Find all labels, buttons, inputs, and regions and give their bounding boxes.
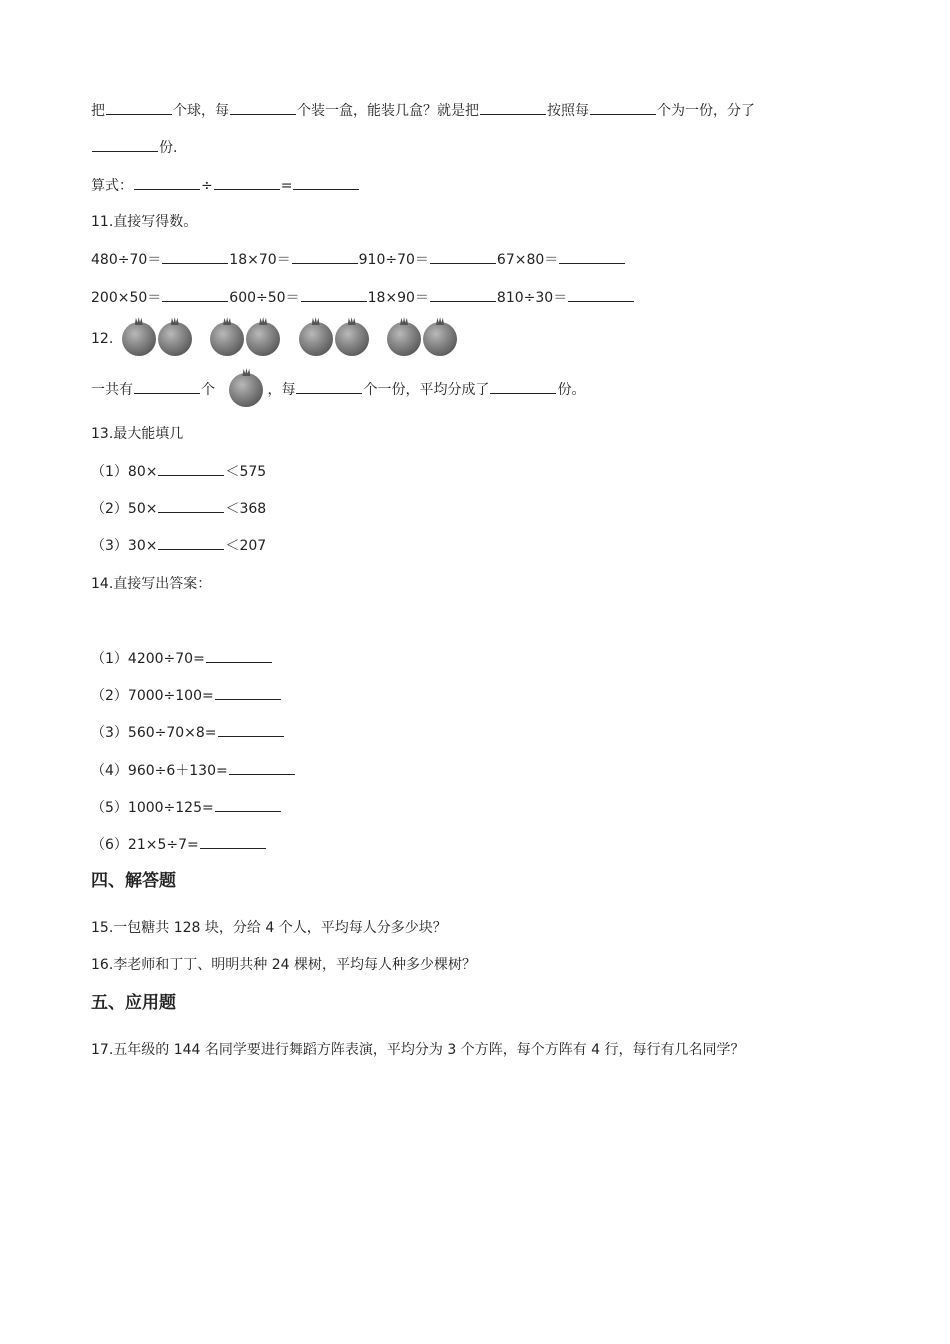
fruit-pair — [122, 320, 192, 358]
q11-expression: 200×50＝ — [91, 290, 162, 306]
q14-expression: （4）960÷6＋130= — [91, 763, 228, 779]
formula-label: 算式： — [91, 178, 133, 194]
q11-row-1 — [91, 249, 626, 269]
q16-text: 16.李老师和丁丁、明明共种 24 棵树，平均每人种多少棵树？ — [91, 957, 476, 973]
q14-expression: （1）4200÷70= — [91, 651, 205, 667]
fruit-pair — [387, 320, 457, 358]
q10-line-1 — [91, 100, 755, 120]
answer-blank[interactable] — [490, 379, 556, 394]
q14-expression: （2）7000÷100= — [91, 688, 214, 704]
q14-expression: （5）1000÷125= — [91, 800, 214, 816]
pomegranate-icon — [335, 322, 369, 356]
q12-label: 12. — [91, 331, 114, 347]
q13-prefix: （1）80× — [91, 464, 158, 480]
answer-blank[interactable] — [92, 137, 158, 152]
q12-question — [91, 371, 585, 409]
pomegranate-icon — [387, 322, 421, 356]
q11-expression: 910÷70＝ — [358, 252, 429, 268]
answer-blank[interactable] — [162, 249, 228, 264]
q10-text: 个为一份，分了 — [657, 103, 755, 119]
q13-title: 13.最大能填几 — [91, 426, 184, 442]
q13-item — [91, 461, 266, 481]
q15-text: 15.一包糖共 128 块，分给 4 个人，平均每人分多少块？ — [91, 920, 447, 936]
q13-suffix: ＜207 — [225, 538, 267, 554]
q13-item — [91, 498, 266, 518]
q11-expression: 810÷30＝ — [496, 290, 568, 306]
q14-item — [91, 648, 273, 668]
answer-blank[interactable] — [296, 379, 362, 394]
answer-blank[interactable] — [559, 249, 625, 264]
q13-suffix: ＜368 — [225, 501, 267, 517]
q12-text: 个 — [201, 382, 215, 398]
fruit-pair — [210, 320, 280, 358]
answer-blank[interactable] — [158, 498, 224, 513]
answer-blank[interactable] — [590, 100, 656, 115]
q12-text: 个一份，平均分成了 — [363, 382, 490, 398]
answer-blank[interactable] — [214, 175, 280, 190]
q14-expression: （3）560÷70×8= — [91, 725, 217, 741]
pomegranate-icon — [229, 373, 263, 407]
q10-text: 个装一盒，能装几盒？就是把 — [297, 103, 479, 119]
q10-text: 个球，每 — [173, 103, 229, 119]
q13-suffix: ＜575 — [225, 464, 267, 480]
q12-text: 份。 — [557, 382, 586, 398]
pomegranate-icon — [158, 322, 192, 356]
pomegranate-icon — [423, 322, 457, 356]
q13-prefix: （3）30× — [91, 538, 158, 554]
q14-title: 14.直接写出答案： — [91, 576, 212, 592]
answer-blank[interactable] — [106, 100, 172, 115]
answer-blank[interactable] — [218, 722, 284, 737]
q14-item — [91, 685, 282, 705]
formula-operator: = — [280, 178, 293, 194]
section-heading-4: 四、解答题 — [91, 871, 176, 891]
answer-blank[interactable] — [158, 535, 224, 550]
answer-blank[interactable] — [134, 175, 200, 190]
q11-expression: 18×90＝ — [367, 290, 429, 306]
q17-text: 17.五年级的 144 名同学要进行舞蹈方阵表演，平均分为 3 个方阵，每个方阵有 4 行，每行有几名同学？ — [91, 1042, 745, 1058]
section-heading-5: 五、应用题 — [91, 993, 176, 1013]
q14-item — [91, 797, 282, 817]
q14-item — [91, 760, 296, 780]
pomegranate-icon — [246, 322, 280, 356]
answer-blank[interactable] — [480, 100, 546, 115]
q12-text: 一共有 — [91, 382, 133, 398]
answer-blank[interactable] — [292, 249, 358, 264]
answer-blank[interactable] — [200, 834, 266, 849]
answer-blank[interactable] — [215, 685, 281, 700]
q11-title: 11.直接写得数。 — [91, 214, 198, 230]
q10-text: 按照每 — [547, 103, 589, 119]
q12-text: ，每 — [267, 382, 296, 398]
answer-blank[interactable] — [134, 379, 200, 394]
q13-prefix: （2）50× — [91, 501, 158, 517]
q10-formula — [91, 175, 360, 195]
q10-text: 份. — [159, 140, 178, 156]
q11-expression: 67×80＝ — [496, 252, 559, 268]
q14-item — [91, 834, 267, 854]
pomegranate-icon — [122, 322, 156, 356]
answer-blank[interactable] — [568, 287, 634, 302]
q13-item — [91, 535, 266, 555]
q10-text: 把 — [91, 103, 105, 119]
q11-expression: 480÷70＝ — [91, 252, 162, 268]
q14-expression: （6）21×5÷7= — [91, 837, 199, 853]
answer-blank[interactable] — [430, 287, 496, 302]
answer-blank[interactable] — [158, 461, 224, 476]
q11-expression: 18×70＝ — [229, 252, 291, 268]
q10-line-2 — [91, 137, 177, 157]
q11-expression: 600÷50＝ — [229, 290, 300, 306]
q12-picture-row — [91, 320, 471, 358]
answer-blank[interactable] — [301, 287, 367, 302]
pomegranate-icon — [210, 322, 244, 356]
answer-blank[interactable] — [430, 249, 496, 264]
answer-blank[interactable] — [293, 175, 359, 190]
fruit-pair — [299, 320, 369, 358]
answer-blank[interactable] — [162, 287, 228, 302]
formula-operator: ÷ — [201, 178, 213, 194]
answer-blank[interactable] — [230, 100, 296, 115]
q14-item — [91, 722, 285, 742]
q11-row-2 — [91, 287, 635, 307]
answer-blank[interactable] — [215, 797, 281, 812]
pomegranate-icon — [299, 322, 333, 356]
answer-blank[interactable] — [229, 760, 295, 775]
answer-blank[interactable] — [206, 648, 272, 663]
